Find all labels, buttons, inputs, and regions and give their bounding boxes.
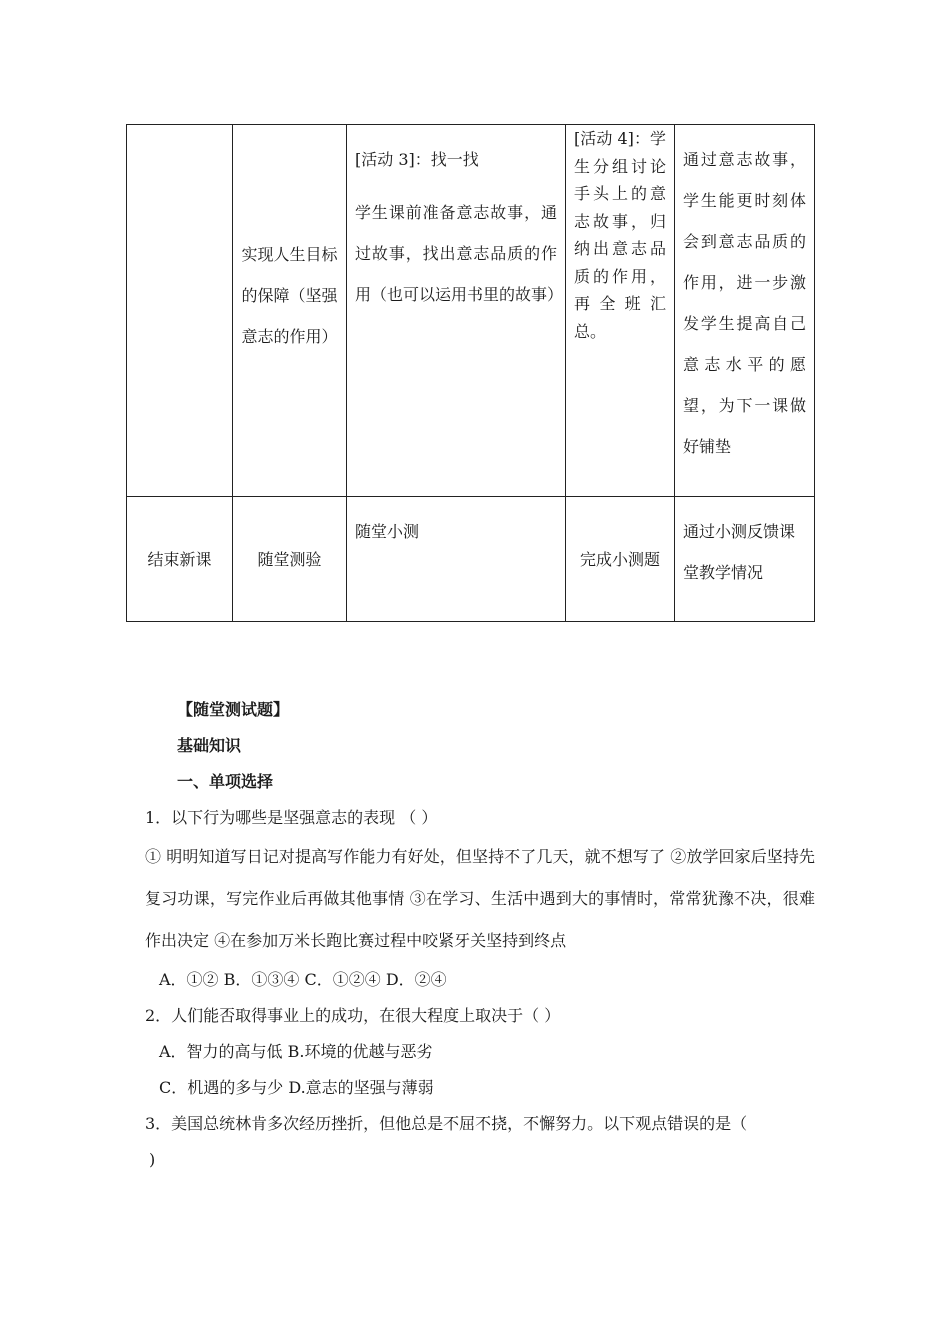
teacher-activity-cell: [347, 497, 566, 622]
question-2-options-ab: A．智力的高与低 B.环境的优越与恶劣: [159, 1042, 433, 1061]
table-row: [127, 125, 815, 497]
content-text: 实现人生目标的保障（坚强意志的作用）: [241, 245, 338, 346]
activity-3-title: [活动 3]：找一找: [355, 150, 479, 169]
design-intent-text: 通过小测反馈课堂教学情况: [683, 522, 796, 582]
quiz-subheading: 基础知识: [177, 736, 242, 755]
question-3-stem-end: ): [149, 1150, 156, 1169]
design-intent-cell: [675, 497, 815, 622]
question-1-body: ① 明明知道写日记对提高写作能力有好处，但坚持不了几天，就不想写了 ②放学回家后坚持先复习功课，写完作业后再做其他事情 ③在学习、生活中遇到大的事情时，常常犹豫不决，很难作出决定 ④在参加万米长跑比赛过程中咬紧牙关坚持到终点: [145, 847, 815, 950]
student-activity-cell: [566, 497, 675, 622]
question-1-stem: 1．以下行为哪些是坚强意志的表现 （ ）: [145, 808, 438, 827]
quiz-section: [145, 692, 815, 1178]
question-1-options: A．①② B．①③④ C．①②④ D．②④: [159, 970, 447, 989]
teacher-activity-cell: [347, 125, 566, 497]
activity-3-body: 学生课前准备意志故事，通过故事，找出意志品质的作用（也可以运用书里的故事）: [355, 203, 564, 304]
student-activity-cell: [566, 125, 675, 497]
quiz-text: 随堂小测: [355, 522, 420, 541]
stage-cell: [127, 125, 233, 497]
content-cell: [233, 497, 347, 622]
student-task-text: 完成小测题: [579, 549, 660, 569]
lesson-plan-table: [126, 124, 815, 622]
stage-text: 结束新课: [147, 549, 212, 569]
activity-4-text: [活动 4]：学生分组讨论手头上的意志故事，归纳出意志品质的作用，再全班汇总。: [574, 129, 666, 341]
quiz-section-title: 一、单项选择: [177, 772, 274, 791]
question-2-stem: 2．人们能否取得事业上的成功，在很大程度上取决于（ ）: [145, 1006, 561, 1025]
design-intent-text: 通过意志故事，学生能更时刻体会到意志品质的作用，进一步激发学生提高自己意志水平的愿望，为下一课做好铺垫: [683, 150, 806, 456]
table-row: [127, 497, 815, 622]
design-intent-cell: [675, 125, 815, 497]
stage-cell: [127, 497, 233, 622]
content-cell: [233, 125, 347, 497]
question-2-options-cd: C．机遇的多与少 D.意志的坚强与薄弱: [159, 1078, 434, 1097]
content-text: 随堂测验: [257, 549, 322, 569]
question-3-stem: 3．美国总统林肯多次经历挫折，但他总是不屈不挠，不懈努力。以下观点错误的是（: [145, 1114, 748, 1133]
quiz-heading: 【随堂测试题】: [177, 700, 290, 719]
